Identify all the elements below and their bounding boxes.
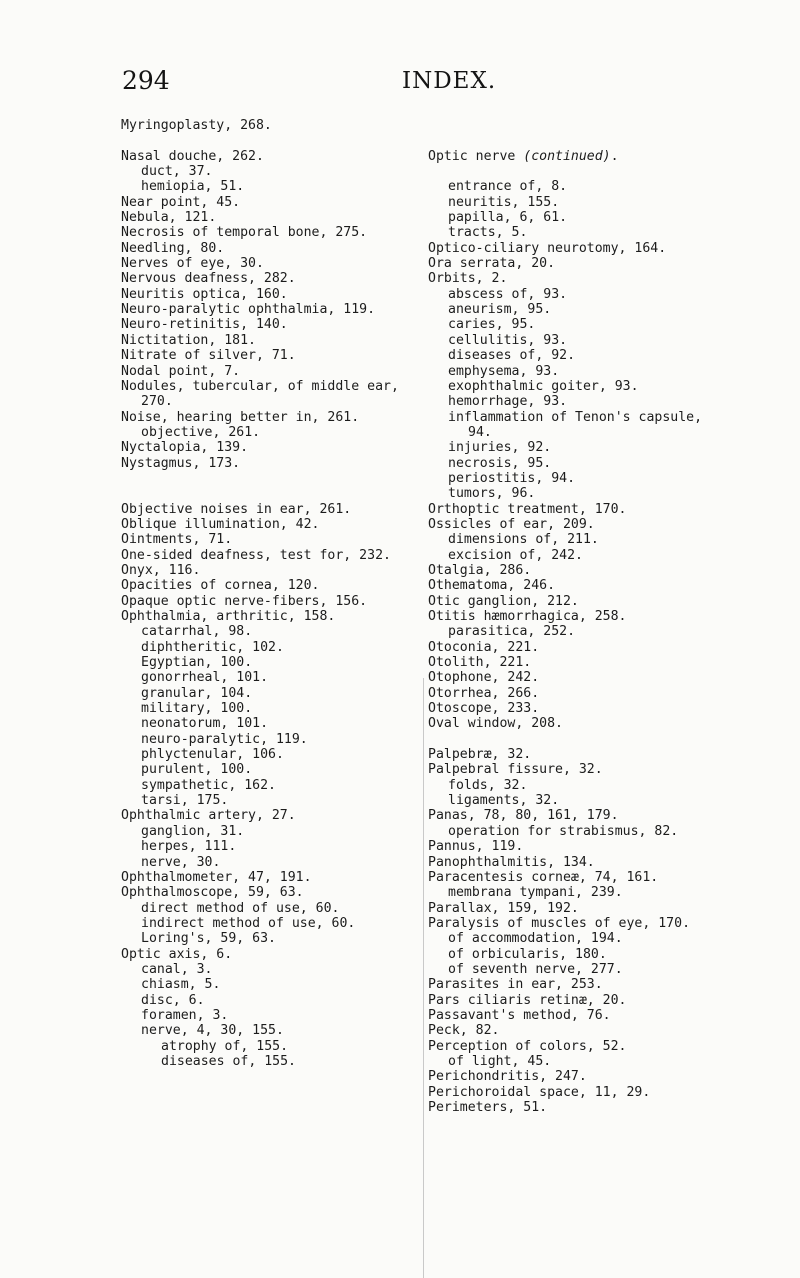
- index-subentry: of seventh nerve, 277.: [448, 961, 623, 977]
- index-subentry: canal, 3.: [141, 961, 213, 977]
- continued-heading-italic: (continued): [523, 148, 611, 164]
- index-subentry: duct, 37.: [141, 164, 213, 180]
- index-entry: Nasal douche, 262.: [121, 148, 264, 164]
- index-subentry: parasitica, 252.: [448, 624, 576, 640]
- index-subentry: purulent, 100.: [141, 762, 253, 778]
- index-entry: Perichoroidal space, 11, 29.: [428, 1084, 651, 1100]
- index-entry: Panas, 78, 80, 161, 179.: [428, 808, 619, 824]
- index-subentry: nerve, 4, 30, 155.: [141, 1023, 284, 1039]
- index-entry: Ointments, 71.: [121, 532, 233, 548]
- index-entry: Nervous deafness, 282.: [121, 271, 296, 287]
- index-subentry: neonatorum, 101.: [141, 716, 269, 732]
- continued-heading-main: Optic nerve: [428, 148, 524, 164]
- index-subentry: aneurism, 95.: [448, 302, 552, 318]
- index-subentry: neuro-paralytic, 119.: [141, 731, 308, 747]
- index-entry: Necrosis of temporal bone, 275.: [121, 225, 368, 241]
- index-entry: One-sided deafness, test for, 232.: [121, 547, 391, 563]
- index-entry: Otitis hæmorrhagica, 258.: [428, 609, 627, 624]
- index-entry: Oval window, 208.: [428, 716, 563, 732]
- index-entry: Perichondritis, 247.: [428, 1069, 587, 1085]
- index-entry: Otoconia, 221.: [428, 639, 540, 655]
- index-entry: Orbits, 2.: [428, 271, 508, 287]
- index-subentry: inflammation of Tenon's capsule,: [448, 409, 703, 425]
- index-entry: Otalgia, 286.: [428, 562, 532, 578]
- index-entry: Nebula, 121.: [121, 210, 217, 226]
- index-entry: Perimeters, 51.: [428, 1100, 548, 1115]
- index-entry: Neuro-retinitis, 140.: [121, 317, 288, 333]
- index-entry: Parasites in ear, 253.: [428, 977, 603, 993]
- index-subentry: exophthalmic goiter, 93.: [448, 378, 639, 394]
- index-subentry: papilla, 6, 61.: [448, 210, 568, 226]
- index-subentry: chiasm, 5.: [141, 977, 221, 993]
- index-subentry: neuritis, 155.: [448, 194, 560, 210]
- index-subentry: hemiopia, 51.: [141, 179, 245, 195]
- index-subentry: gonorrheal, 101.: [141, 670, 269, 686]
- section-gap: [121, 486, 421, 501]
- index-entry: Ophthalmic artery, 27.: [121, 808, 296, 824]
- index-entry: Perception of colors, 52.: [428, 1038, 627, 1054]
- index-subentry: herpes, 111.: [141, 839, 237, 855]
- index-entry: Orthoptic treatment, 170.: [428, 501, 627, 517]
- index-entry: Nystagmus, 173.: [121, 455, 241, 471]
- index-subentry: dimensions of, 211.: [448, 532, 599, 548]
- index-entry: Ophthalmometer, 47, 191.: [121, 869, 312, 885]
- index-subentry: of accommodation, 194.: [448, 931, 623, 947]
- index-entry: Nictitation, 181.: [121, 332, 256, 348]
- index-entry: Objective noises in ear, 261.: [121, 501, 352, 517]
- index-subentry: cellulitis, 93.: [448, 332, 568, 348]
- index-subentry: objective, 261.: [141, 424, 261, 440]
- index-entry-continued-heading: [428, 149, 768, 164]
- index-subentry: diseases of, 155.: [161, 1053, 296, 1069]
- index-subentry: ganglion, 31.: [141, 823, 245, 839]
- index-subentry: tarsi, 175.: [141, 793, 229, 809]
- index-subentry: excision of, 242.: [448, 547, 583, 563]
- index-subentry: injuries, 92.: [448, 440, 552, 456]
- index-column-right: [428, 118, 768, 1115]
- index-entry: Oblique illumination, 42.: [121, 516, 320, 532]
- index-subentry: granular, 104.: [141, 685, 253, 701]
- index-subentry: ligaments, 32.: [448, 793, 560, 809]
- index-subentry: diphtheritic, 102.: [141, 639, 284, 655]
- index-subentry: of orbicularis, 180.: [448, 946, 607, 962]
- index-entry: Paralysis of muscles of eye, 170.: [428, 915, 691, 931]
- index-entry: Optico-ciliary neurotomy, 164.: [428, 240, 667, 256]
- index-entry: Needling, 80.: [121, 240, 225, 256]
- index-subentry: necrosis, 95.: [448, 455, 552, 471]
- index-subentry: membrana tympani, 239.: [448, 885, 623, 901]
- index-entry: Otophone, 242.: [428, 670, 540, 686]
- index-entry: Passavant's method, 76.: [428, 1007, 611, 1023]
- index-entry: Otolith, 221.: [428, 655, 532, 671]
- index-subentry: tracts, 5.: [448, 225, 528, 241]
- index-subentry: hemorrhage, 93.: [448, 394, 568, 410]
- index-subentry: emphysema, 93.: [448, 363, 560, 379]
- index-subentry: periostitis, 94.: [448, 470, 576, 486]
- index-subentry: Loring's, 59, 63.: [141, 931, 276, 947]
- index-entry: Near point, 45.: [121, 194, 241, 210]
- index-entry: Pannus, 119.: [428, 839, 524, 855]
- index-entry: Opacities of cornea, 120.: [121, 578, 320, 594]
- index-entry: Paracentesis corneæ, 74, 161.: [428, 869, 659, 885]
- index-subentry: catarrhal, 98.: [141, 624, 253, 640]
- index-entry: Panophthalmitis, 134.: [428, 854, 595, 870]
- index-entry: Nitrate of silver, 71.: [121, 348, 296, 364]
- index-subentry: indirect method of use, 60.: [141, 915, 356, 931]
- page-header: [122, 66, 682, 106]
- index-entry: Otic ganglion, 212.: [428, 593, 579, 609]
- index-column-left: [121, 118, 421, 1069]
- index-entry: Noise, hearing better in, 261.: [121, 409, 360, 425]
- index-entry: Nodules, tubercular, of middle ear,: [121, 378, 399, 394]
- index-entry: Nodal point, 7.: [121, 363, 241, 379]
- index-subentry: tumors, 96.: [448, 486, 536, 502]
- index-entry: Peck, 82.: [428, 1023, 500, 1039]
- running-title: INDEX.: [402, 68, 497, 94]
- index-entry: Onyx, 116.: [121, 562, 201, 578]
- index-subentry: direct method of use, 60.: [141, 900, 340, 916]
- index-entry: Parallax, 159, 192.: [428, 900, 579, 916]
- index-subentry: folds, 32.: [448, 777, 528, 793]
- index-entry: Ophthalmia, arthritic, 158.: [121, 609, 336, 624]
- index-subentry: diseases of, 92.: [448, 348, 576, 364]
- section-gap: [121, 471, 421, 486]
- index-subentry: nerve, 30.: [141, 854, 221, 870]
- index-subentry: 270.: [141, 394, 173, 410]
- index-entry: Pars ciliaris retinæ, 20.: [428, 992, 627, 1008]
- section-gap: [428, 732, 768, 747]
- index-subentry: caries, 95.: [448, 317, 536, 333]
- index-entry: Myringoplasty, 268.: [121, 118, 272, 133]
- index-subentry: atrophy of, 155.: [161, 1038, 289, 1054]
- index-subentry: phlyctenular, 106.: [141, 747, 284, 763]
- index-entry: Otorrhea, 266.: [428, 685, 540, 701]
- index-entry: Neuro-paralytic ophthalmia, 119.: [121, 302, 376, 318]
- index-subentry: foramen, 3.: [141, 1007, 229, 1023]
- index-entry: Optic axis, 6.: [121, 946, 233, 962]
- index-subentry: entrance of, 8.: [448, 179, 568, 195]
- index-subentry: Egyptian, 100.: [141, 655, 253, 671]
- index-entry: Othematoma, 246.: [428, 578, 556, 594]
- index-entry: Ossicles of ear, 209.: [428, 516, 595, 532]
- index-subentry: disc, 6.: [141, 992, 205, 1008]
- index-subentry: sympathetic, 162.: [141, 777, 276, 793]
- index-subentry: military, 100.: [141, 701, 253, 717]
- index-entry: Otoscope, 233.: [428, 701, 540, 717]
- index-entry: Neuritis optica, 160.: [121, 286, 288, 302]
- section-gap: [121, 133, 421, 148]
- index-entry: Nyctalopia, 139.: [121, 440, 249, 456]
- continued-heading-tail: .: [610, 148, 619, 164]
- page-number: 294: [122, 66, 170, 95]
- index-subentry: abscess of, 93.: [448, 286, 568, 302]
- index-entry: Palpebræ, 32.: [428, 747, 532, 763]
- index-entry: Nerves of eye, 30.: [121, 256, 264, 272]
- index-entry: Ophthalmoscope, 59, 63.: [121, 885, 304, 901]
- index-entry: Opaque optic nerve-fibers, 156.: [121, 593, 368, 609]
- index-entry: Palpebral fissure, 32.: [428, 762, 603, 778]
- index-subentry: 94.: [468, 424, 492, 440]
- index-subentry: of light, 45.: [448, 1053, 552, 1069]
- index-subentry: operation for strabismus, 82.: [448, 823, 679, 839]
- index-entry: Ora serrata, 20.: [428, 256, 556, 272]
